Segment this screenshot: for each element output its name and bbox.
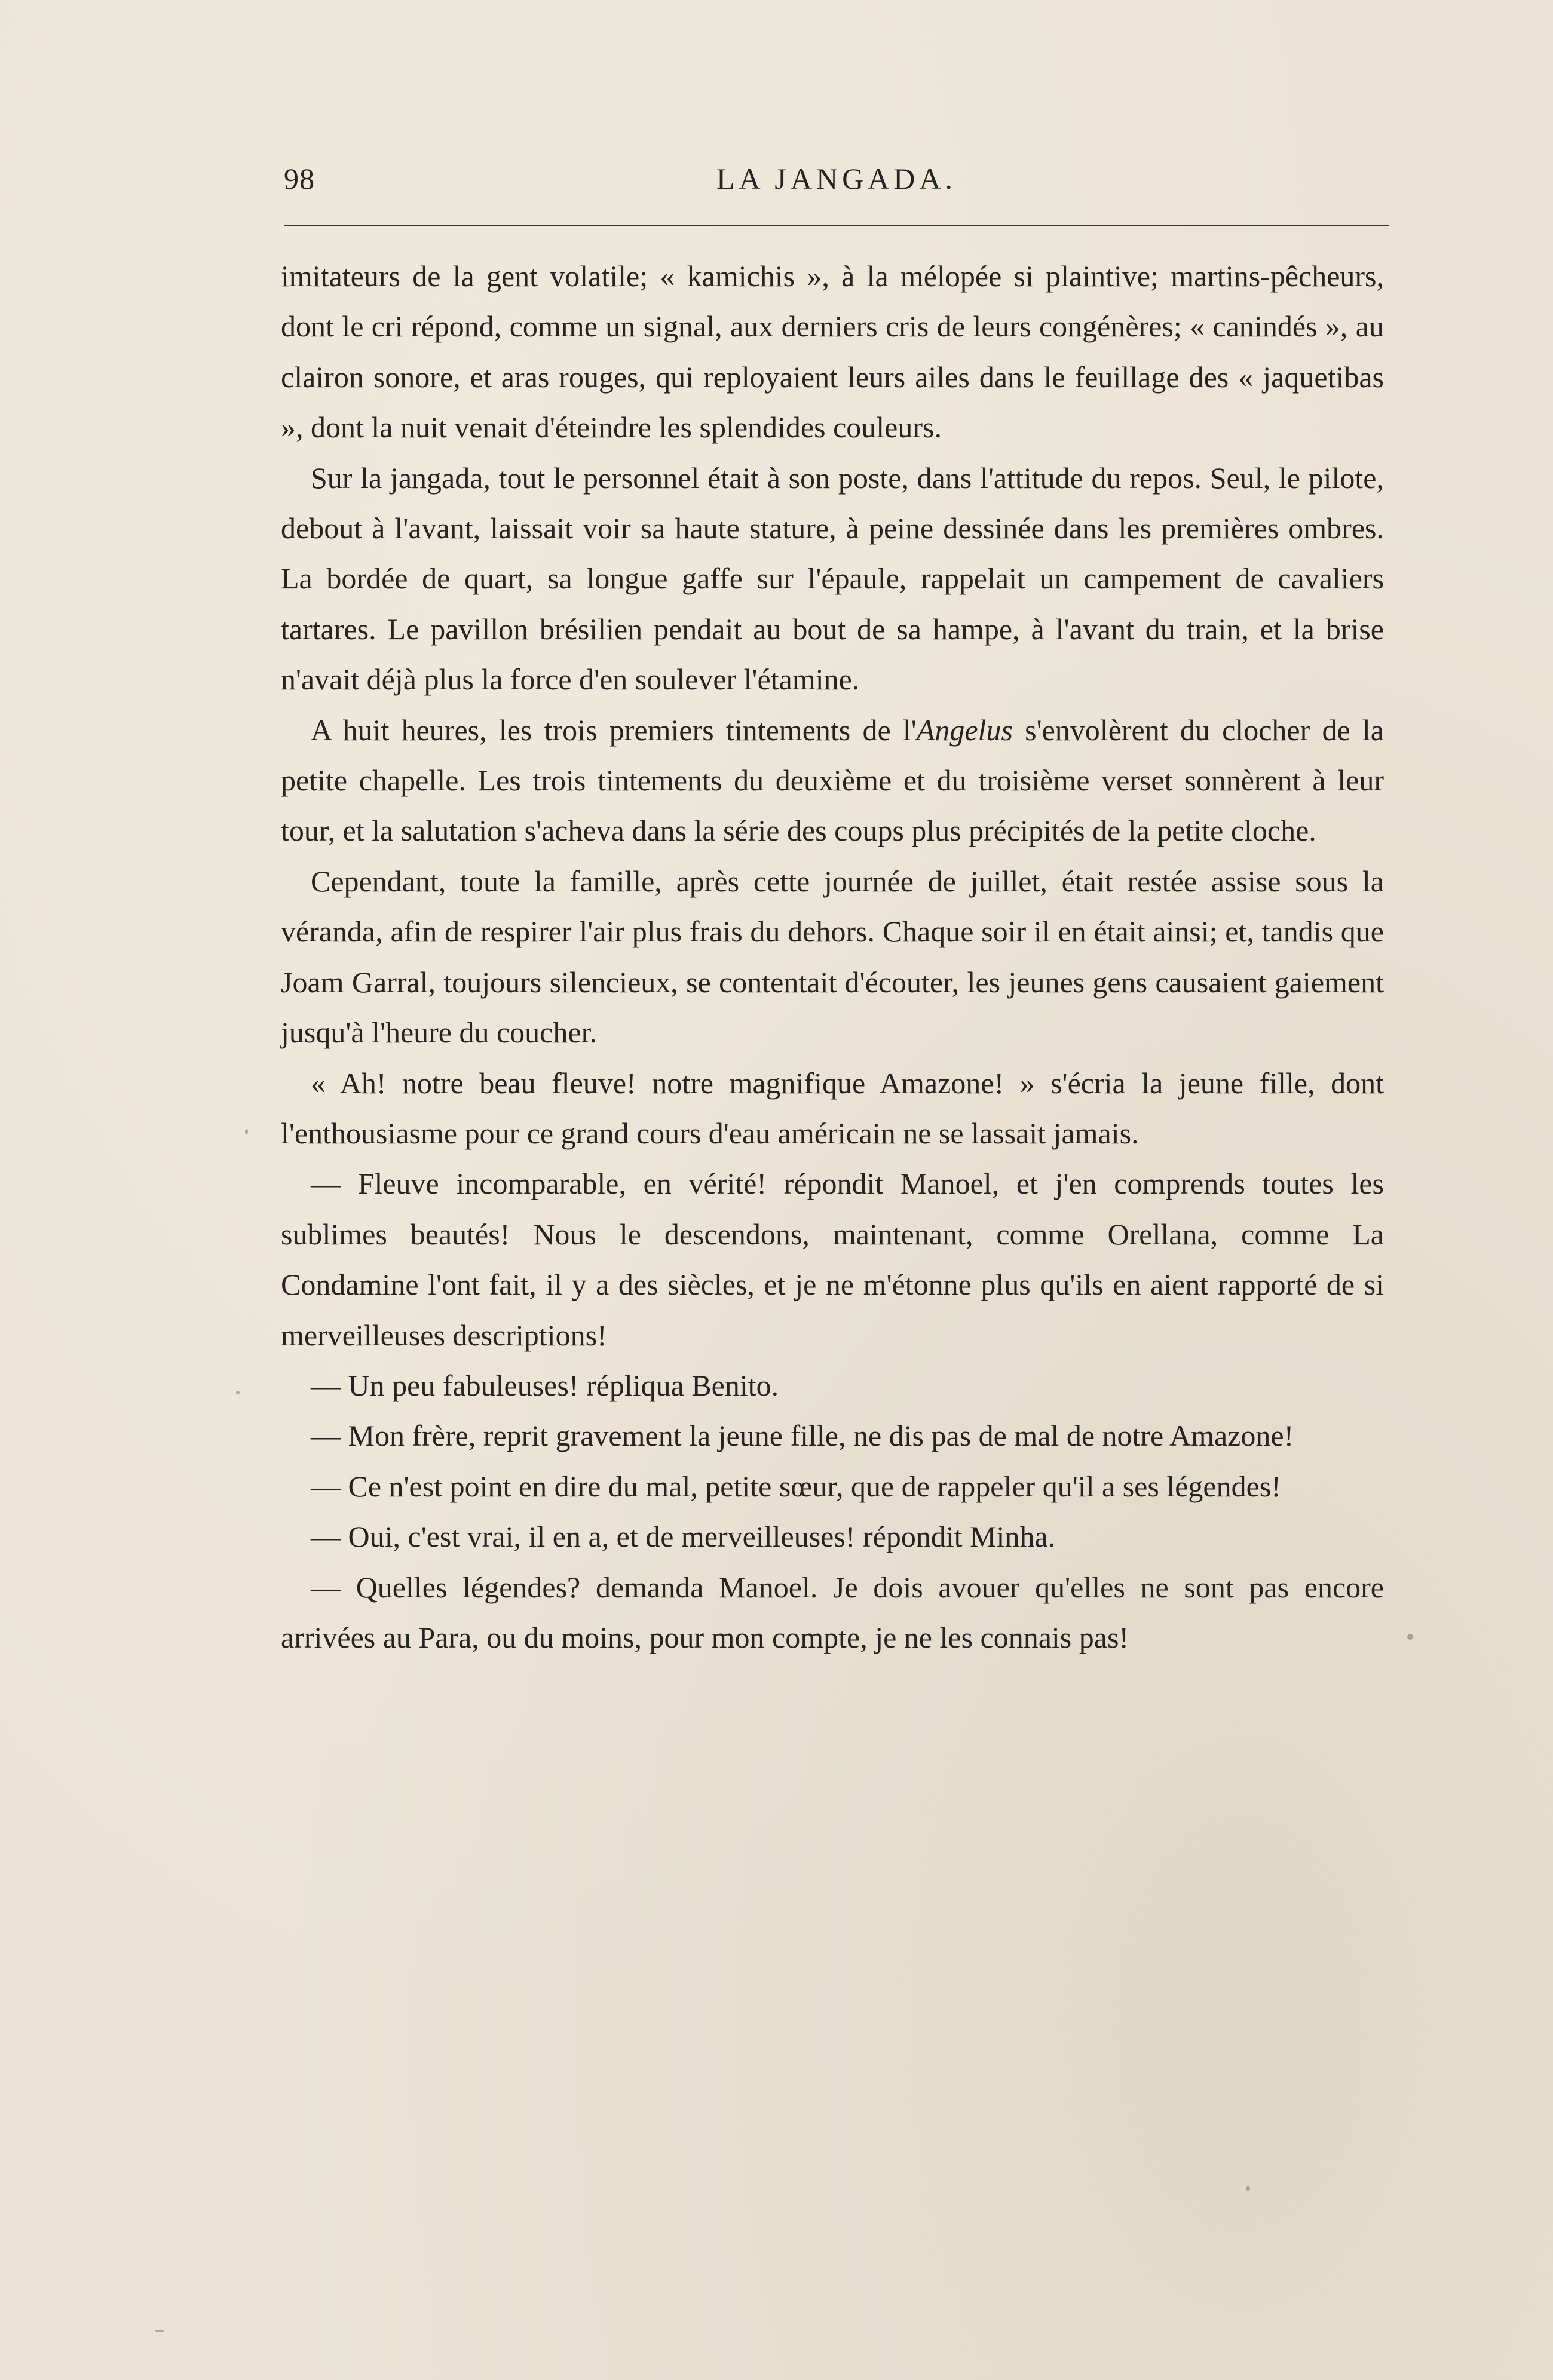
paragraph-9: — Ce n'est point en dire du mal, petite sœur, que de rappeler qu'il a ses légendes! [311, 1469, 1281, 1503]
paper-speck [236, 1391, 240, 1394]
running-title: LA JANGADA. [716, 162, 957, 195]
paper-speck [245, 1129, 248, 1134]
page-number: 98 [284, 162, 315, 195]
running-header [284, 161, 1389, 203]
angelus-italic: Angelus [916, 713, 1013, 747]
paragraph-2: Sur la jangada, tout le personnel était à son poste, dans l'attitude du repos. Seul, le pilote, debout à l'avant, laissait voir sa haute stature, à peine dessinée dans les premières ombres. La bordée de quart, sa longue gaffe sur l'épaule, rappelait un campement de cavaliers tartares. Le pavillon brésilien pendait au bout de sa hampe, à l'avant du train, et la brise n'avait déjà plus la force d'en soulever l'étamine. [281, 461, 1384, 697]
paragraph-6: — Fleuve incomparable, en vérité! répondit Manoel, et j'en comprends toutes les sublimes beautés! Nous le descendons, maintenant, comme Orellana, comme La Condamine l'ont fait, il y a des siècles, et je ne m'étonne plus qu'ils en aient rapporté de si merveilleuses descriptions! [281, 1167, 1384, 1352]
paper-speck [1407, 1634, 1413, 1640]
paragraph-3-text-after: s'envolèrent du clocher de la petite chapelle. Les trois tintements du deuxième et du troisième verset sonnèrent à leur tour, et la salutation s'acheva dans la série des coups plus précipités de la petite cloche. [281, 713, 1384, 848]
paragraph-10: — Oui, c'est vrai, il en a, et de merveilleuses! répondit Minha. [311, 1520, 1056, 1554]
header-rule [284, 225, 1389, 226]
paper-speck [155, 2330, 164, 2332]
body-text [281, 251, 1384, 1663]
paragraph-3-text-before: A huit heures, les trois premiers tintements de l' [311, 713, 917, 747]
paragraph-3 [281, 705, 1384, 856]
paragraph-4: Cependant, toute la famille, après cette journée de juillet, était restée assise sous la véranda, afin de respirer l'air plus frais du dehors. Chaque soir il en était ainsi; et, tandis que Joam Garral, toujours silencieux, se contentait d'écouter, les jeunes gens causaient gaiement jusqu'à l'heure du coucher. [281, 864, 1384, 1050]
paragraph-11: — Quelles légendes? demanda Manoel. Je dois avouer qu'elles ne sont pas encore arrivées au Para, ou du moins, pour mon compte, je ne les connais pas! [281, 1570, 1384, 1654]
paragraph-7: — Un peu fabuleuses! répliqua Benito. [311, 1368, 779, 1402]
paragraph-1: imitateurs de la gent volatile; « kamichis », à la mélopée si plaintive; martins-pêcheurs, dont le cri répond, comme un signal, aux derniers cris de leurs congénères; « canindés », au clairon sonore, et aras rouges, qui reployaient leurs ailes dans le feuillage des « jaquetibas », dont la nuit venait d'éteindre les splendides couleurs. [281, 259, 1384, 444]
paragraph-5: « Ah! notre beau fleuve! notre magnifique Amazone! » s'écria la jeune fille, dont l'enthousiasme pour ce grand cours d'eau américain ne se lassait jamais. [281, 1066, 1384, 1150]
paper-speck [1246, 2186, 1250, 2191]
paragraph-8: — Mon frère, reprit gravement la jeune fille, ne dis pas de mal de notre Amazone! [311, 1419, 1294, 1453]
